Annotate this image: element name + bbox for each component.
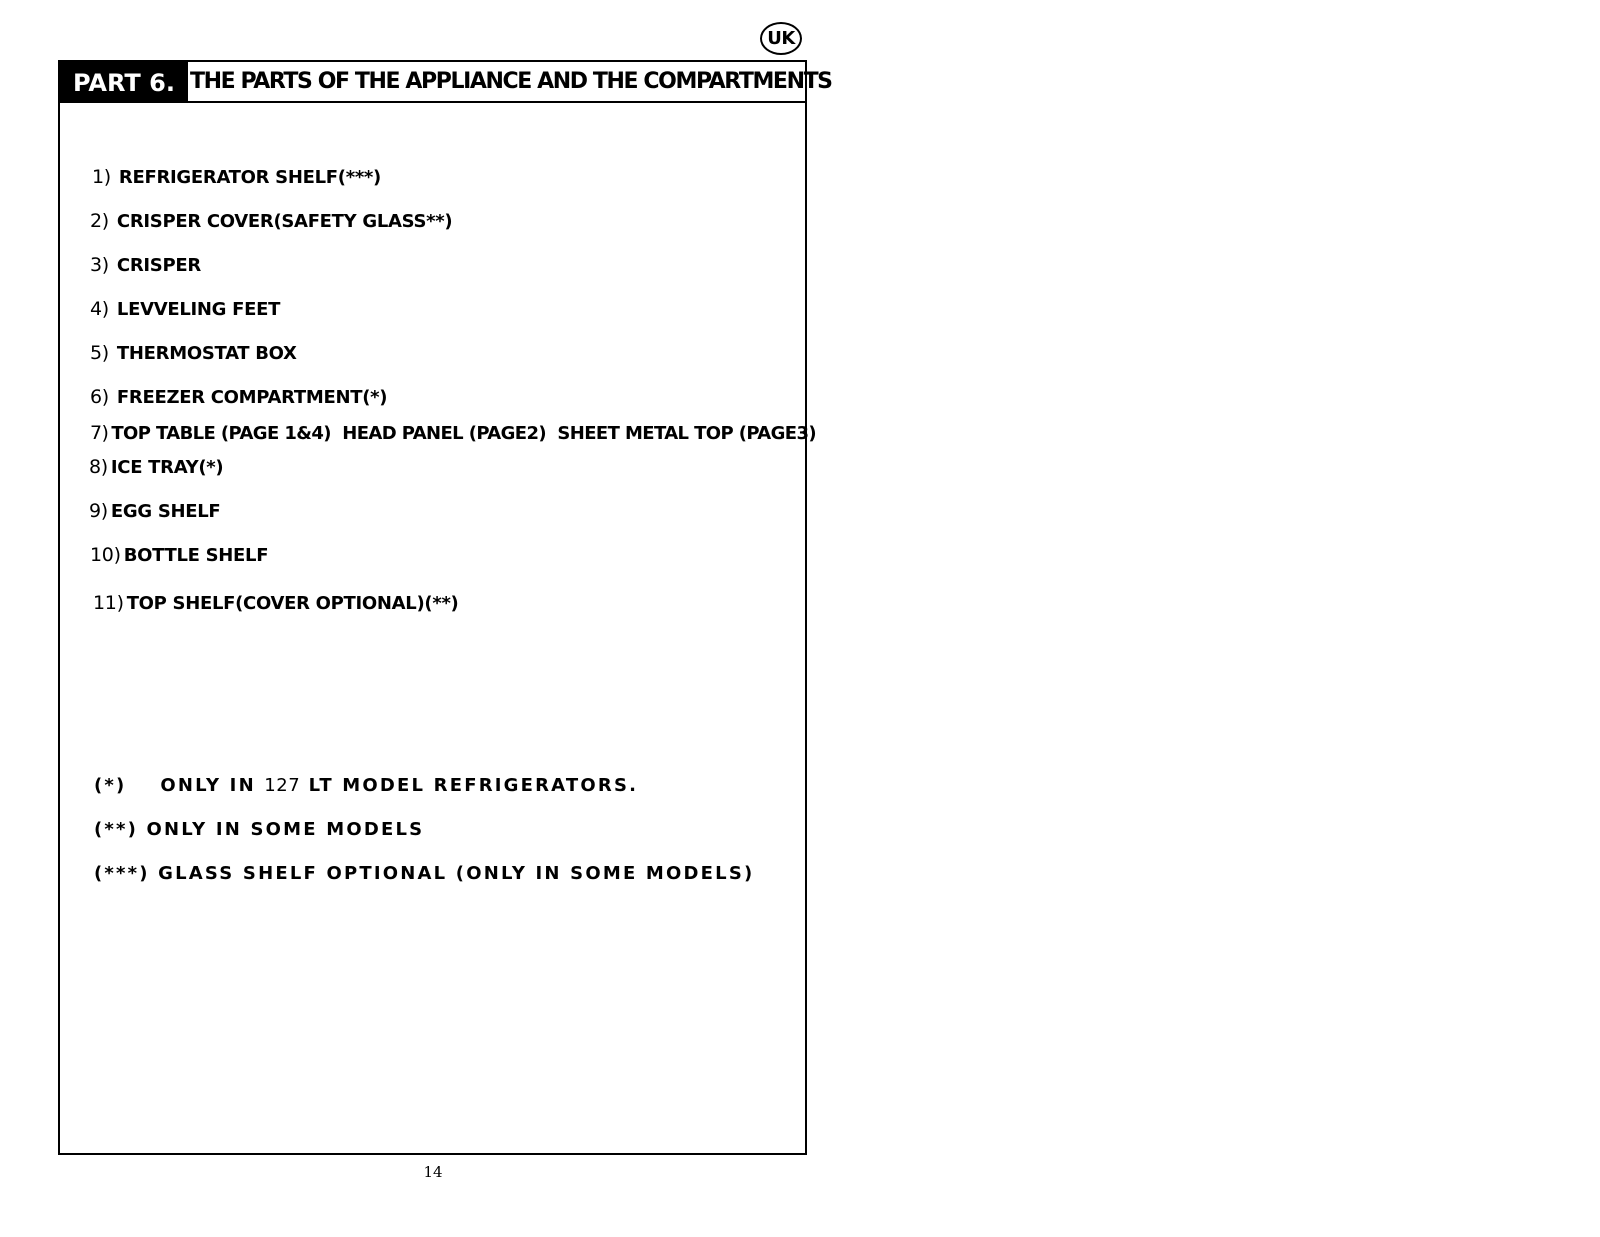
section-header: [60, 62, 832, 103]
page-number: 14: [423, 1163, 443, 1181]
uk-language-badge: UK: [760, 22, 802, 55]
list-item: [90, 544, 268, 566]
item-number: 2): [90, 210, 109, 232]
item-number: 3): [90, 254, 109, 276]
footnote-text: LT MODEL REFRIGERATORS.: [300, 775, 639, 796]
footnote-model-size: 127: [264, 775, 301, 796]
footnote-text: (*) ONLY IN: [94, 775, 265, 796]
item-number: 1): [92, 166, 111, 188]
item-number: 5): [90, 342, 109, 364]
item-label: CRISPER: [116, 255, 201, 276]
item-label: REFRIGERATOR SHELF(***): [118, 167, 381, 188]
item-label: EGG SHELF: [110, 501, 221, 522]
item-label: TOP SHELF(COVER OPTIONAL)(**): [126, 593, 459, 614]
item-label: THERMOSTAT BOX: [116, 343, 297, 364]
list-item: [90, 210, 452, 232]
content-frame: [58, 60, 832, 1155]
list-item: [93, 592, 458, 614]
list-item: [89, 456, 223, 478]
part-label: PART 6.: [60, 62, 188, 101]
list-item: [89, 500, 220, 522]
footnote-glass-shelf: (***) GLASS SHELF OPTIONAL (ONLY IN SOME MODELS): [94, 863, 755, 884]
list-item: [90, 342, 297, 364]
list-item: [90, 254, 201, 276]
list-item: [92, 166, 381, 188]
item-number: 9): [89, 500, 108, 522]
footnote-127-lt: [94, 775, 638, 796]
item-label: BOTTLE SHELF: [123, 545, 269, 566]
item-label: LEVVELING FEET: [116, 299, 281, 320]
item-label: CRISPER COVER(SAFETY GLASS**): [116, 211, 453, 232]
list-item: [90, 386, 387, 408]
item-number: 7): [90, 422, 109, 444]
item-number: 4): [90, 298, 109, 320]
section-title: THE PARTS OF THE APPLIANCE AND THE COMPARTMENTS: [190, 69, 832, 94]
list-item: [90, 422, 816, 444]
item-number: 10): [90, 544, 121, 566]
list-item: [90, 298, 280, 320]
item-label: TOP TABLE (PAGE 1&4) HEAD PANEL (PAGE2) SHEET METAL TOP (PAGE3): [111, 423, 817, 444]
item-number: 11): [93, 592, 124, 614]
footnote-some-models: (**) ONLY IN SOME MODELS: [94, 819, 425, 840]
item-number: 6): [90, 386, 109, 408]
item-number: 8): [89, 456, 108, 478]
item-label: ICE TRAY(*): [110, 457, 224, 478]
item-label: FREEZER COMPARTMENT(*): [116, 387, 388, 408]
